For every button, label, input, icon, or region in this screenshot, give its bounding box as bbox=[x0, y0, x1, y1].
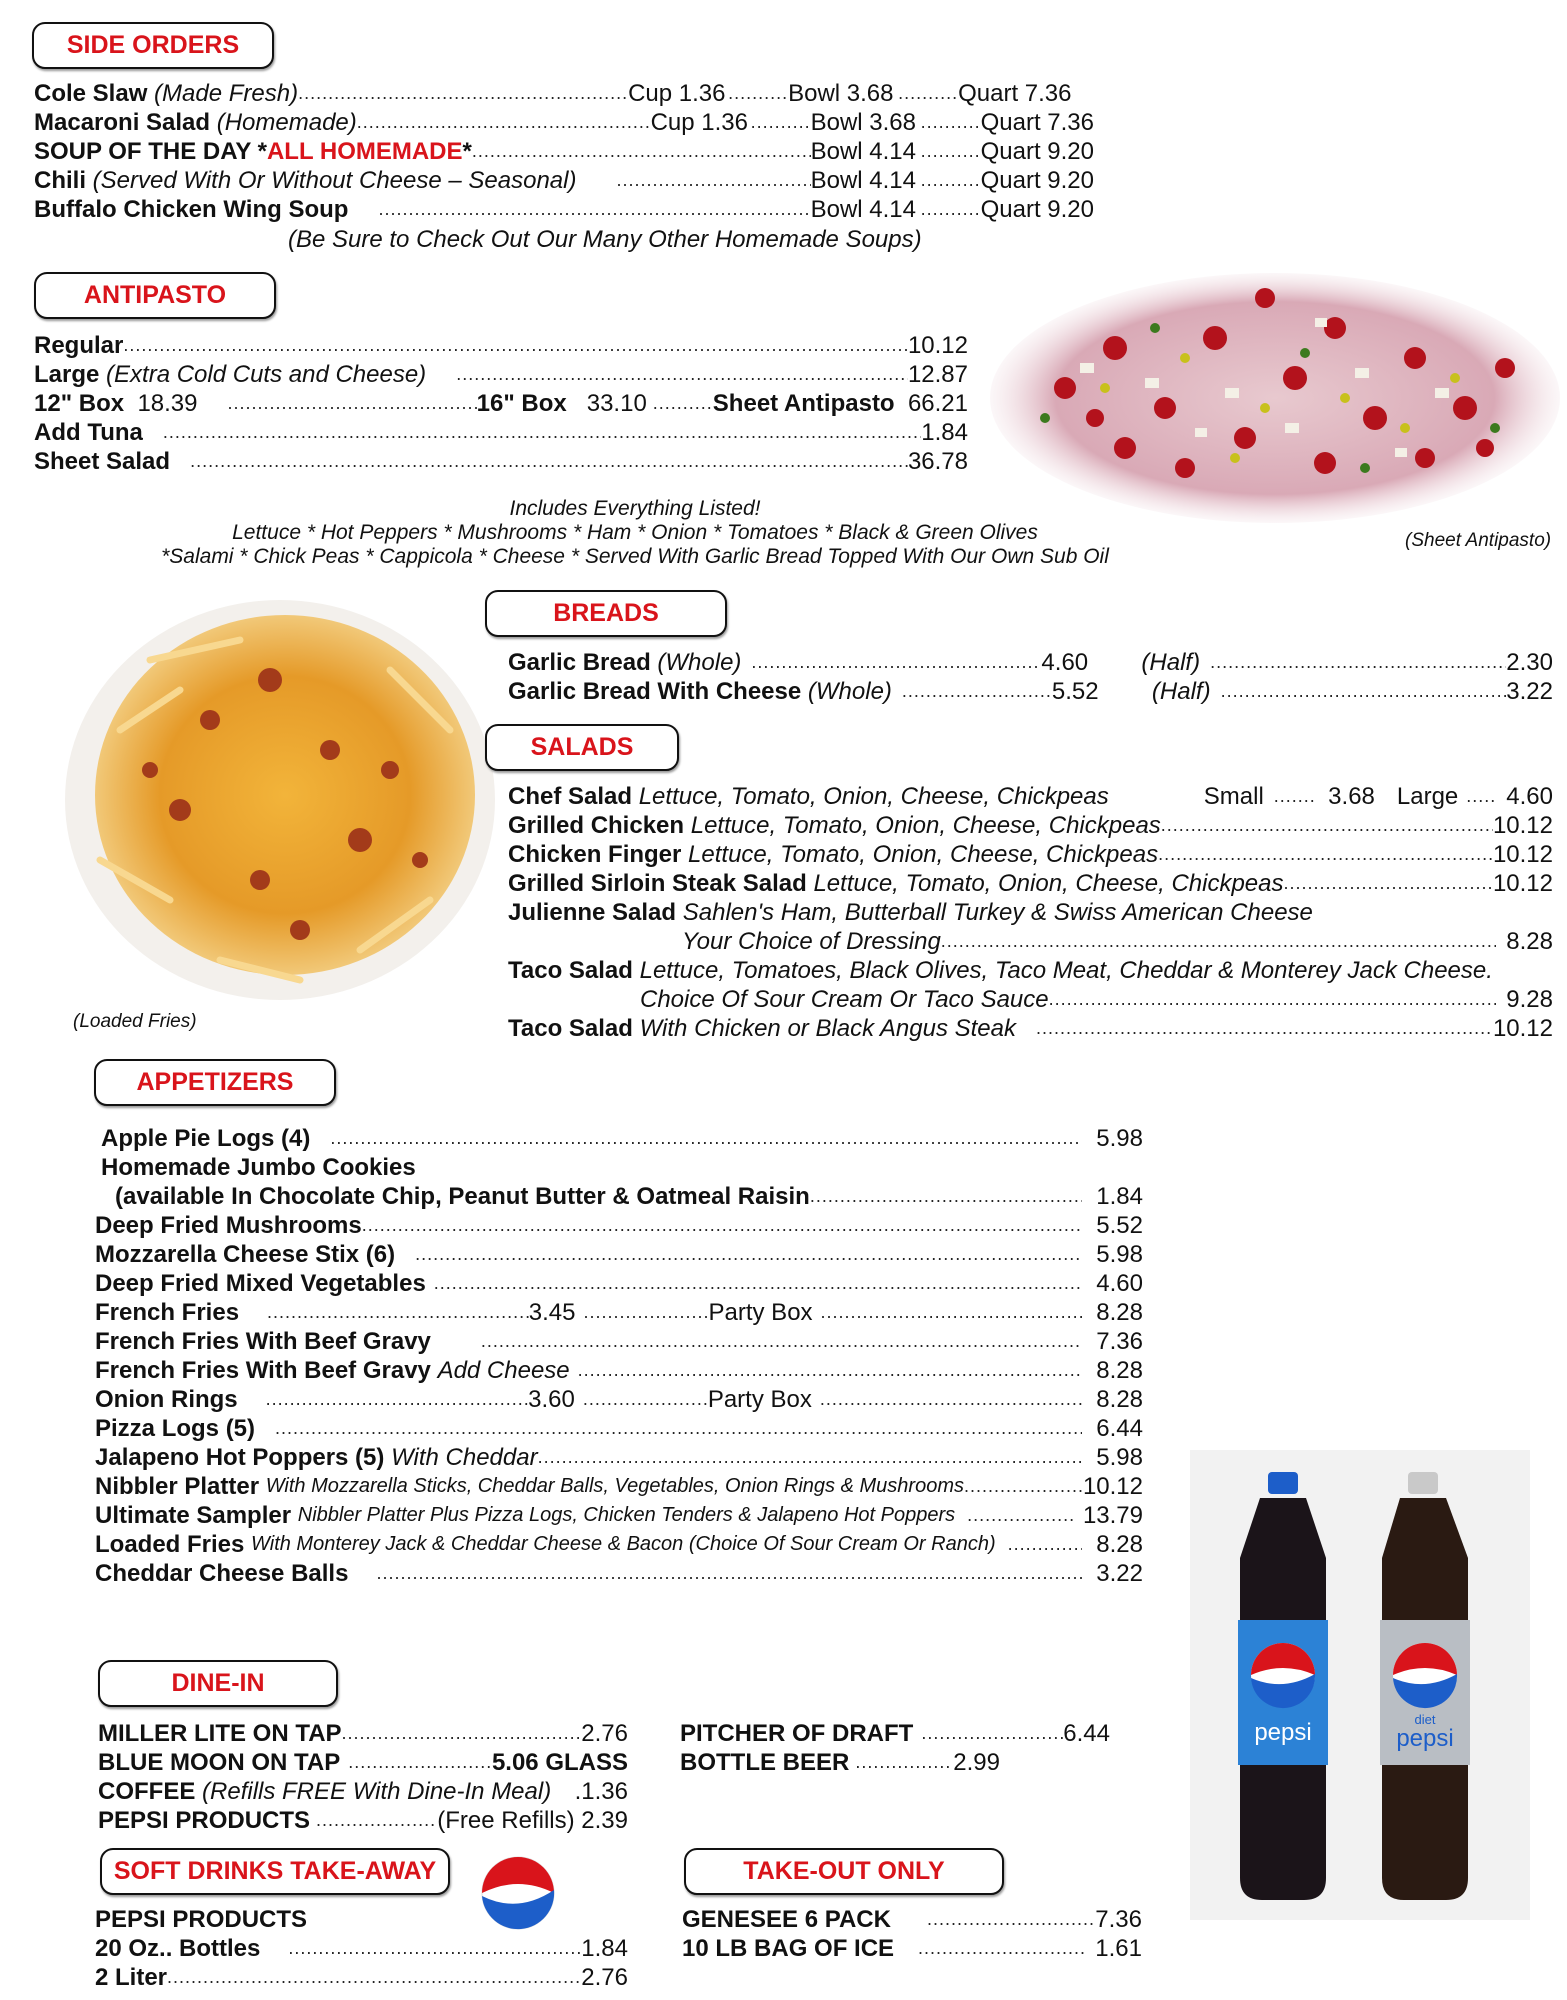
side-orders-note: (Be Sure to Check Out Our Many Other Homemade Soups) bbox=[288, 226, 922, 253]
app-onion-rings: Onion Rings ..... 3.60 ..... Party Box ..... 8.28 bbox=[95, 1385, 1143, 1414]
side-orders-header: SIDE ORDERS bbox=[32, 22, 274, 69]
antipasto-header: ANTIPASTO bbox=[34, 272, 276, 319]
soft-20oz: 20 Oz.. Bottles ..... 1.84 bbox=[95, 1934, 628, 1963]
app-loaded-fries: Loaded Fries With Monterey Jack & Cheddar Cheese & Bacon (Choice Of Sour Cream Or Ranch) ..... 8.28 bbox=[95, 1530, 1143, 1559]
app-french-fries: French Fries ..... 3.45 ..... Party Box ..... 8.28 bbox=[95, 1298, 1143, 1327]
side-item-cole-slaw: Cole Slaw (Made Fresh) ..... Cup 1.36 ..... Bowl 3.68 ..... Quart 7.36 bbox=[34, 79, 1094, 108]
salad-grilled-chicken: Grilled Chicken Lettuce, Tomato, Onion, Cheese, Chickpeas ..... 10.12 bbox=[508, 811, 1553, 840]
salad-julienne: Julienne Salad Sahlen's Ham, Butterball Turkey & Swiss American Cheese bbox=[508, 899, 1313, 926]
takeout-genesee: GENESEE 6 PACK ..... 7.36 bbox=[682, 1905, 1142, 1934]
antipasto-sheet-salad: Sheet Salad ..... 36.78 bbox=[34, 447, 968, 476]
pepsi-logo-icon bbox=[478, 1853, 558, 1933]
app-mushrooms: Deep Fried Mushrooms ..... 5.52 bbox=[95, 1211, 1143, 1240]
bread-garlic: Garlic Bread (Whole) ..... 4.60 (Half) ..... 2.30 bbox=[508, 648, 1553, 677]
salad-taco: Taco Salad Lettuce, Tomatoes, Black Olives, Taco Meat, Cheddar & Monterey Jack Cheese. bbox=[508, 957, 1493, 984]
salad-taco-sauce: Choice Of Sour Cream Or Taco Sauce ..... 9.28 bbox=[640, 985, 1553, 1014]
antipasto-large: Large (Extra Cold Cuts and Cheese) ..... 12.87 bbox=[34, 360, 968, 389]
salad-julienne-dressing: Your Choice of Dressing ..... 8.28 bbox=[682, 927, 1553, 956]
take-out-header: TAKE-OUT ONLY bbox=[684, 1848, 1004, 1895]
salad-sirloin: Grilled Sirloin Steak Salad Lettuce, Tomato, Onion, Cheese, Chickpeas ..... 10.12 bbox=[508, 869, 1553, 898]
appetizers-header: APPETIZERS bbox=[94, 1059, 336, 1106]
app-fries-gravy: French Fries With Beef Gravy ..... 7.36 bbox=[95, 1327, 1143, 1356]
salad-chicken-finger: Chicken Finger Lettuce, Tomato, Onion, Cheese, Chickpeas ..... 10.12 bbox=[508, 840, 1553, 869]
dine-miller-lite: MILLER LITE ON TAP ..... 2.76 bbox=[98, 1719, 628, 1748]
salad-taco-steak: Taco Salad With Chicken or Black Angus Steak ..... 10.12 bbox=[508, 1014, 1553, 1043]
app-cookies: Homemade Jumbo Cookies bbox=[101, 1154, 416, 1181]
app-fries-gravy-cheese: French Fries With Beef Gravy Add Cheese ..... 8.28 bbox=[95, 1356, 1143, 1385]
side-item-wing-soup: Buffalo Chicken Wing Soup ..... Bowl 4.14 ..... Quart 9.20 bbox=[34, 195, 1094, 224]
pepsi-bottle-label: pepsi bbox=[1254, 1719, 1312, 1746]
app-nibbler-platter: Nibbler Platter With Mozzarella Sticks, Cheddar Balls, Vegetables, Onion Rings & Mushrooms ..... 10.12 bbox=[95, 1472, 1143, 1501]
loaded-fries-photo bbox=[60, 600, 500, 1010]
app-jalapeno-poppers: Jalapeno Hot Poppers (5) With Cheddar ..... 5.98 bbox=[95, 1443, 1143, 1472]
dine-bottle-beer: BOTTLE BEER ..... 2.99 bbox=[680, 1748, 1000, 1777]
antipasto-tuna: Add Tuna ..... 1.84 bbox=[34, 418, 968, 447]
pepsi-bottles-photo bbox=[1190, 1450, 1530, 1920]
app-mixed-vegetables: Deep Fried Mixed Vegetables ..... 4.60 bbox=[95, 1269, 1143, 1298]
side-item-chili: Chili (Served With Or Without Cheese – Seasonal) ..... Bowl 4.14 ..... Quart 9.20 bbox=[34, 166, 1094, 195]
dine-coffee: COFFEE (Refills FREE With Dine-In Meal) .1.36 bbox=[98, 1778, 628, 1805]
side-item-macaroni: Macaroni Salad (Homemade) ..... Cup 1.36 ..... Bowl 3.68 ..... Quart 7.36 bbox=[34, 108, 1094, 137]
app-mozzarella: Mozzarella Cheese Stix (6) ..... 5.98 bbox=[95, 1240, 1143, 1269]
soft-drinks-title: PEPSI PRODUCTS bbox=[95, 1906, 308, 1933]
dine-blue-moon: BLUE MOON ON TAP ..... 5.06 GLASS bbox=[98, 1748, 628, 1777]
takeout-ice: 10 LB BAG OF ICE ..... 1.61 bbox=[682, 1934, 1142, 1963]
dine-in-header: DINE-IN bbox=[98, 1660, 338, 1707]
app-cheddar-balls: Cheddar Cheese Balls ..... 3.22 bbox=[95, 1559, 1143, 1588]
sheet-antipasto-photo bbox=[985, 258, 1565, 538]
soft-2-liter: 2 Liter ..... 2.76 bbox=[95, 1963, 628, 1992]
salads-header: SALADS bbox=[485, 724, 679, 771]
salad-chef: Chef Salad Lettuce, Tomato, Onion, Cheese, Chickpeas Small ..... 3.68 Large ..... 4.60 bbox=[508, 782, 1553, 811]
dine-pitcher: PITCHER OF DRAFT ..... 6.44 bbox=[680, 1719, 1110, 1748]
app-cookies-flavors: (available In Chocolate Chip, Peanut Butter & Oatmeal Raisin ..... 1.84 bbox=[115, 1182, 1143, 1211]
dine-pepsi: PEPSI PRODUCTS ..... (Free Refills) 2.39 bbox=[98, 1806, 628, 1835]
soft-drinks-header: SOFT DRINKS TAKE-AWAY bbox=[100, 1848, 450, 1895]
antipasto-regular: Regular ..... 10.12 bbox=[34, 331, 968, 360]
diet-pepsi-bottle-label: pepsi bbox=[1396, 1725, 1454, 1752]
app-pizza-logs: Pizza Logs (5) ..... 6.44 bbox=[95, 1414, 1143, 1443]
loaded-fries-caption: (Loaded Fries) bbox=[73, 1011, 197, 1032]
app-apple-pie-logs: Apple Pie Logs (4) ..... 5.98 bbox=[101, 1124, 1143, 1153]
side-item-soup: SOUP OF THE DAY * ALL HOMEMADE * ..... Bowl 4.14 ..... Quart 9.20 bbox=[34, 137, 1094, 166]
diet-label: diet bbox=[1414, 1712, 1436, 1727]
antipasto-boxes: 12" Box 18.39 ..... 16" Box 33.10 ..... Sheet Antipasto 66.21 bbox=[34, 389, 968, 418]
antipasto-includes: Includes Everything Listed! Lettuce * Hot Peppers * Mushrooms * Ham * Onion * Tomatoes * Black & Green Olives *Salami * Chick Peas * Cappicola * Cheese * Served With Garlic Bread Topped With Our Own Sub Oil bbox=[161, 497, 1109, 568]
app-ultimate-sampler: Ultimate Sampler Nibbler Platter Plus Pizza Logs, Chicken Tenders & Jalapeno Hot Poppers ..... 13.79 bbox=[95, 1501, 1143, 1530]
sheet-antipasto-caption: (Sheet Antipasto) bbox=[1405, 530, 1552, 551]
bread-garlic-cheese: Garlic Bread With Cheese (Whole) ..... 5.52 (Half) ..... 3.22 bbox=[508, 677, 1553, 706]
breads-header: BREADS bbox=[485, 590, 727, 637]
